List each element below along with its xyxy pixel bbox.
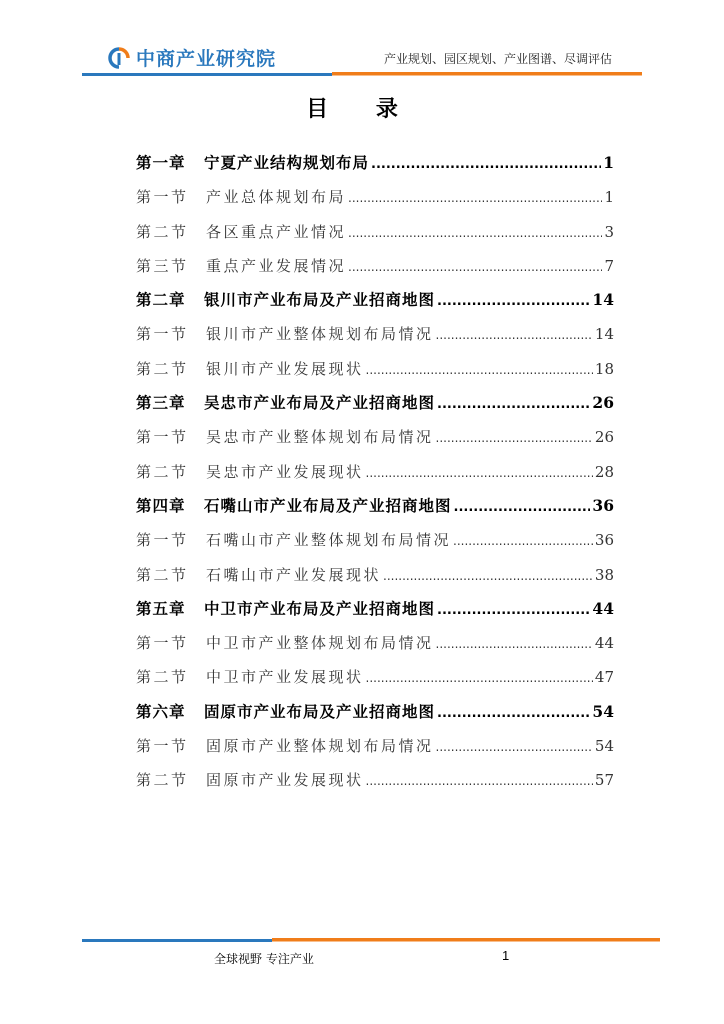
- page-header: [0, 0, 724, 80]
- toc-entry-title: 银川市产业布局及产业招商地图: [204, 290, 436, 310]
- toc-entry-title: 中卫市产业发展现状: [206, 668, 364, 687]
- toc-section-entry[interactable]: [136, 626, 614, 660]
- toc-leader-dots: [437, 388, 590, 422]
- toc-leader-dots: [436, 627, 593, 661]
- logo-text: 中商产业研究院: [136, 48, 277, 70]
- toc-section-entry[interactable]: [136, 729, 614, 763]
- toc-entry-page: 14: [594, 325, 614, 344]
- toc-chapter-entry[interactable]: [136, 386, 614, 420]
- toc-entry-label: [136, 455, 364, 489]
- toc-leader-dots: [453, 524, 593, 558]
- toc-entry-title: 银川市产业整体规划布局情况: [206, 325, 434, 344]
- toc-leader-dots: [454, 491, 591, 525]
- toc-section-entry[interactable]: [136, 352, 614, 386]
- toc-entry-label: [136, 283, 435, 317]
- footer-divider: [82, 938, 660, 943]
- toc-entry-number: 第二章: [136, 290, 186, 310]
- toc-entry-page: 26: [592, 393, 614, 413]
- toc-entry-label: [136, 317, 434, 351]
- toc-entry-label: [136, 420, 434, 454]
- toc-leader-dots: [348, 216, 602, 250]
- toc-entry-title: 重点产业发展情况: [206, 256, 347, 275]
- toc-entry-number: 第二节: [136, 359, 189, 378]
- toc-leader-dots: [437, 594, 590, 628]
- toc-entry-page: 28: [594, 462, 614, 481]
- company-logo: [108, 44, 276, 71]
- toc-entry-title: 固原市产业发展现状: [206, 771, 364, 790]
- toc-leader-dots: [436, 730, 593, 764]
- toc-chapter-entry[interactable]: [136, 283, 614, 317]
- toc-leader-dots: [383, 559, 593, 593]
- toc-entry-title: 吴忠市产业发展现状: [206, 462, 364, 481]
- toc-section-entry[interactable]: [136, 215, 614, 249]
- toc-entry-title: 产业总体规划布局: [206, 188, 347, 207]
- toc-entry-title: 吴忠市产业布局及产业招商地图: [204, 393, 436, 413]
- toc-title: 目 录: [306, 97, 418, 122]
- toc-entry-page: 54: [592, 701, 614, 721]
- toc-entry-title: 宁夏产业结构规划布局: [204, 153, 370, 172]
- toc-leader-dots: [366, 353, 593, 387]
- toc-entry-page: 38: [594, 565, 614, 584]
- logo-icon: [108, 47, 130, 69]
- toc-entry-number: 第一节: [136, 737, 189, 756]
- toc-entry-number: 第二节: [136, 565, 189, 584]
- toc-section-entry[interactable]: [136, 249, 614, 283]
- toc-section-entry[interactable]: [136, 763, 614, 797]
- toc-entry-page: 1: [603, 153, 614, 172]
- toc-leader-dots: [366, 456, 593, 490]
- toc-entry-number: 第二节: [136, 462, 189, 481]
- toc-entry-title: 固原市产业布局及产业招商地图: [204, 701, 436, 721]
- toc-entry-number: 第一节: [136, 188, 189, 207]
- toc-entry-label: [136, 558, 381, 592]
- toc-entry-page: 1: [604, 188, 614, 207]
- toc-section-entry[interactable]: [136, 558, 614, 592]
- toc-entry-number: 第三节: [136, 256, 189, 275]
- toc-entry-label: [136, 626, 434, 660]
- toc-leader-dots: [366, 661, 593, 695]
- toc-entry-number: 第四章: [136, 495, 186, 515]
- toc-entry-title: 吴忠市产业整体规划布局情况: [206, 428, 434, 447]
- toc-leader-dots: [371, 148, 601, 182]
- toc-entry-page: 36: [592, 495, 614, 515]
- toc-entry-page: 3: [604, 222, 614, 241]
- toc-entry-number: 第二节: [136, 668, 189, 687]
- toc-entry-label: [136, 215, 346, 249]
- toc-leader-dots: [348, 250, 602, 284]
- toc-chapter-entry[interactable]: [136, 489, 614, 523]
- toc-entry-number: 第一节: [136, 428, 189, 447]
- toc-entry-label: [136, 695, 435, 729]
- toc-entry-label: [136, 729, 434, 763]
- toc-section-entry[interactable]: [136, 180, 614, 214]
- toc-entry-title: 石嘴山市产业布局及产业招商地图: [204, 495, 452, 515]
- toc-section-entry[interactable]: [136, 455, 614, 489]
- footer-slogan: 全球视野 专注产业: [214, 952, 314, 966]
- toc-entry-title: 中卫市产业整体规划布局情况: [206, 634, 434, 653]
- toc-entry-label: [136, 352, 364, 386]
- table-of-contents: [136, 146, 614, 798]
- toc-entry-label: [136, 386, 435, 420]
- toc-entry-number: 第一节: [136, 634, 189, 653]
- toc-entry-label: [136, 249, 346, 283]
- toc-entry-page: 47: [594, 668, 614, 687]
- toc-entry-title: 银川市产业发展现状: [206, 359, 364, 378]
- toc-entry-number: 第一节: [136, 325, 189, 344]
- toc-entry-number: 第一章: [136, 153, 186, 172]
- toc-entry-title: 中卫市产业布局及产业招商地图: [204, 598, 436, 618]
- toc-entry-label: [136, 180, 346, 214]
- toc-entry-page: 7: [604, 256, 614, 275]
- toc-leader-dots: [436, 318, 593, 352]
- toc-entry-title: 各区重点产业情况: [206, 222, 347, 241]
- toc-leader-dots: [436, 421, 593, 455]
- toc-entry-number: 第五章: [136, 598, 186, 618]
- toc-leader-dots: [366, 764, 593, 798]
- toc-entry-number: 第三章: [136, 393, 186, 413]
- toc-entry-number: 第一节: [136, 531, 189, 550]
- toc-entry-number: 第二节: [136, 222, 189, 241]
- toc-entry-title: 石嘴山市产业发展现状: [206, 565, 382, 584]
- toc-section-entry[interactable]: [136, 523, 614, 557]
- toc-chapter-entry[interactable]: [136, 146, 614, 180]
- toc-entry-title: 石嘴山市产业整体规划布局情况: [206, 531, 452, 550]
- toc-section-entry[interactable]: [136, 317, 614, 351]
- toc-entry-label: [136, 763, 364, 797]
- toc-entry-number: 第六章: [136, 701, 186, 721]
- toc-leader-dots: [348, 181, 602, 215]
- toc-entry-title: 固原市产业整体规划布局情况: [206, 737, 434, 756]
- toc-entry-page: 26: [594, 428, 614, 447]
- toc-section-entry[interactable]: [136, 420, 614, 454]
- toc-chapter-entry[interactable]: [136, 592, 614, 626]
- toc-entry-number: 第二节: [136, 771, 189, 790]
- toc-chapter-entry[interactable]: [136, 695, 614, 729]
- footer-page-number: 1: [502, 948, 510, 963]
- toc-entry-label: [136, 146, 369, 180]
- toc-entry-page: 54: [594, 737, 614, 756]
- toc-entry-page: 14: [592, 290, 614, 310]
- toc-entry-page: 44: [594, 634, 614, 653]
- toc-entry-label: [136, 523, 451, 557]
- toc-entry-label: [136, 660, 364, 694]
- toc-entry-page: 36: [594, 531, 614, 550]
- toc-entry-label: [136, 592, 435, 626]
- toc-entry-page: 18: [594, 359, 614, 378]
- header-divider: [82, 72, 642, 77]
- header-tagline: 产业规划、园区规划、产业图谱、尽调评估: [383, 52, 612, 66]
- toc-leader-dots: [437, 285, 590, 319]
- toc-leader-dots: [437, 697, 590, 731]
- toc-entry-page: 44: [592, 598, 614, 618]
- toc-entry-label: [136, 489, 452, 523]
- toc-entry-page: 57: [594, 771, 614, 790]
- toc-section-entry[interactable]: [136, 660, 614, 694]
